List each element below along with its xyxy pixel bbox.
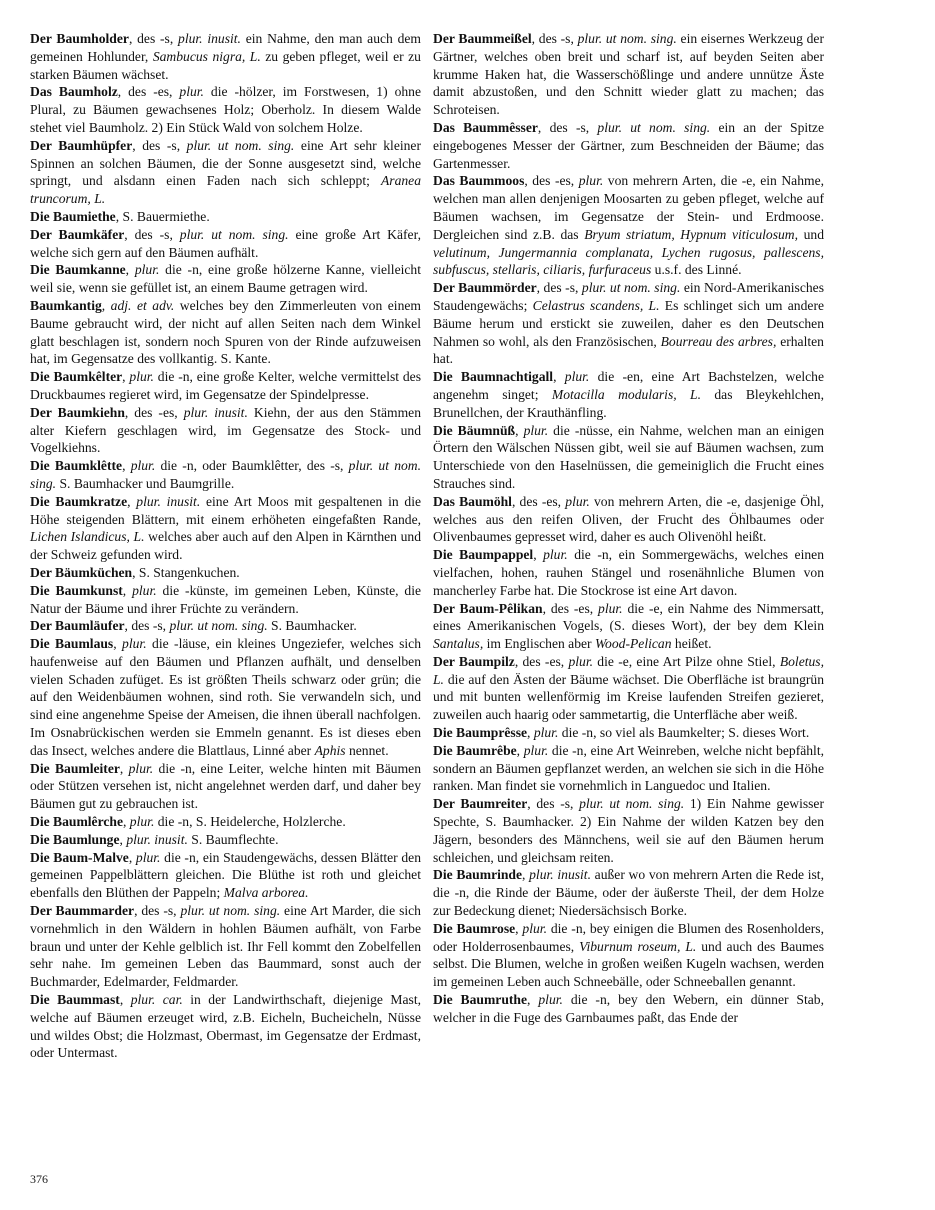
entry-italic-text: plur. <box>523 422 549 438</box>
entry-italic-text: Malva arborea. <box>223 885 309 901</box>
dictionary-entry <box>433 493 824 546</box>
entry-headword: Das Baummoos <box>433 173 525 189</box>
entry-italic-text: plur. ut nom. sing. <box>179 226 289 242</box>
entry-text: , des -es, <box>514 653 569 669</box>
entry-italic-text: Sambucus nigra, L. <box>152 48 261 64</box>
entry-text: , S. Stangenkuchen. <box>132 564 240 580</box>
dictionary-entry <box>30 617 421 635</box>
entry-text: im Englischen aber <box>483 636 595 652</box>
dictionary-entry <box>30 208 421 226</box>
entry-italic-text: Santalus, <box>433 636 484 652</box>
dictionary-entry <box>30 582 421 618</box>
dictionary-entry <box>433 546 824 599</box>
entry-text: 1) Ein Nahme gewisser Spechte, S. Baumhacker. 2) Ein Nahme der wilden Katzen bey den Jägern, besonders des Männchens, weil sie auf den Bäumen herum schleichen, und gleichsam reiten. <box>433 796 824 865</box>
entry-text: , <box>527 725 534 741</box>
entry-italic-text: Aranea truncorum, L. <box>30 173 421 207</box>
entry-text: , <box>125 262 135 278</box>
entry-text: , <box>522 867 530 883</box>
entry-italic-text: plur. ut nom. sing. <box>579 796 685 812</box>
dictionary-entry <box>30 902 421 991</box>
entry-text: ein Nord-Amerikanisches Staudengewächs; <box>433 280 824 313</box>
entry-italic-text: Viburnum roseum, L. <box>579 938 697 954</box>
entry-italic-text: plur. ut nom. sing. <box>597 119 711 135</box>
entry-text: , <box>119 831 127 847</box>
entry-italic-text: plur. <box>578 173 604 189</box>
entry-headword: Der Baumkiehn <box>30 404 125 420</box>
entry-italic-text: plur. inusit. <box>136 493 201 509</box>
entry-italic-text: plur. car. <box>130 992 183 1008</box>
entry-headword: Der Baumholder <box>30 31 129 46</box>
entry-text: , <box>119 992 131 1008</box>
entry-italic-text: plur. inusit. <box>178 31 241 46</box>
entry-text: , des -es, <box>124 404 184 420</box>
entry-headword: Der Baummarder <box>30 903 135 919</box>
entry-italic-text: plur. <box>568 653 594 669</box>
dictionary-entry <box>433 991 824 1027</box>
entry-text: , <box>113 636 123 652</box>
entry-headword: Baumkantig <box>30 297 102 313</box>
entry-text: die -n, bey einigen die Blumen des Rosenholders, oder Holderrosenbaumes, <box>433 920 825 954</box>
entry-text: außer wo von mehrern Arten die Rede ist, die -n, die Rinde der Bäume, oder der äußerste Theil, der dem Holze zur Bedeckung dienet; Niedersächsisch Borke. <box>433 867 824 919</box>
entry-text: von mehrern Arten, die -e, dasjenige Öhl, welches aus den reifen Oliven, der Frucht des Öhlbaumes oder Olivenbaumes gepresset wird, daher es auch Olivenöhl heißt. <box>433 493 825 545</box>
entry-italic-text: plur. <box>565 493 590 509</box>
entry-italic-text: plur. <box>132 582 157 598</box>
entry-headword: Die Baumpappel <box>433 547 534 563</box>
entry-italic-text: Celastrus scandens, L. <box>532 297 660 313</box>
dictionary-entry <box>30 457 421 493</box>
entry-italic-text: plur. <box>538 992 563 1008</box>
entry-headword: Die Baumrinde <box>433 867 523 883</box>
entry-text: u.s.f. des Linné. <box>651 262 742 278</box>
entry-text: zu geben pfleget, weil er zu starken Bäumen wächset. <box>30 48 421 82</box>
entry-headword: Die Baumrose <box>433 920 516 936</box>
entry-text: erhalten hat. <box>433 333 824 367</box>
dictionary-entry <box>30 493 421 564</box>
entry-text: , <box>122 458 131 474</box>
entry-italic-text: plur. <box>129 369 154 385</box>
entry-headword: Der Baumpilz <box>433 653 515 669</box>
entry-headword: Die Baumkunst <box>30 582 123 598</box>
entry-text: die -n, eine große hölzerne Kanne, vielleicht weil sie, wenn sie gefüllet ist, an einem Baume getragen wird. <box>30 262 421 296</box>
entry-text: ein Nahme, den man auch dem gemeinen Hohlunder, <box>30 31 422 64</box>
entry-italic-text: plur. ut nom. sing. <box>577 31 677 46</box>
entry-headword: Die Baum-Malve <box>30 849 129 865</box>
dictionary-entry <box>433 172 824 279</box>
dictionary-entry <box>433 119 824 172</box>
entry-text: die -n, ein Staudengewächs, dessen Blätter den gemeinen Pappelblättern gleichen. Die Blüthe ist roth und gleichet ebenfalls den Blüthen der Pappeln; <box>30 849 421 901</box>
entry-italic-text: plur. ut nom. sing. <box>169 618 268 634</box>
dictionary-entry <box>30 404 421 457</box>
entry-headword: Der Baum-Pêlikan <box>433 600 543 616</box>
entry-headword: Die Baumkanne <box>30 262 126 278</box>
entry-italic-text: velutinum, Jungermannia complanata, Lychen rugosus, pallescens, subfuscus, stellaris, ciliaris, furfuraceus <box>433 244 824 278</box>
entry-italic-text: plur. <box>522 920 547 936</box>
entry-italic-text: plur. <box>543 547 568 563</box>
entry-text: , <box>515 422 524 438</box>
dictionary-entry <box>30 760 421 813</box>
entry-headword: Die Baumkêlter <box>30 369 123 385</box>
entry-italic-text: plur. <box>523 742 549 758</box>
entry-text: und <box>798 226 825 242</box>
left-column <box>30 30 421 1062</box>
entry-italic-text: Wood-Pelican <box>594 636 672 652</box>
dictionary-entry <box>433 920 824 991</box>
entry-headword: Die Baumruthe <box>433 992 528 1008</box>
entry-text: die -n, eine große Kelter, welche vermittelst des Druckbaumes regieret wird, im Gegensatze der Spindelpresse. <box>30 369 421 402</box>
entry-text: , des -s, <box>537 119 598 135</box>
dictionary-entry <box>30 368 421 404</box>
dictionary-entry <box>30 849 421 902</box>
entry-italic-text: plur. ut nom. sing. <box>30 458 422 491</box>
dictionary-entry <box>30 30 421 83</box>
entry-text: , <box>101 297 111 313</box>
entry-text: die -e, eine Art Pilze ohne Stiel, <box>593 653 780 669</box>
entry-text: Kiehn, der aus den Stämmen alter Kiefern geschlagen wird, im Gegensatze des Stock- und Vogelkiehns. <box>30 404 421 456</box>
entry-italic-text: plur. <box>533 725 559 741</box>
entry-headword: Die Baumlêrche <box>30 814 123 830</box>
entry-text: , des -s, <box>124 618 170 634</box>
entry-italic-text: plur. <box>128 760 154 776</box>
entry-italic-text: plur. <box>598 600 623 616</box>
entry-text: , <box>119 760 129 776</box>
entry-text: , des -s, <box>132 137 187 153</box>
entry-text: die -en, eine Art Bachstelzen, welche angenehm singet; <box>433 369 824 402</box>
entry-text: die -n, oder Baumklêtter, des -s, <box>155 458 349 474</box>
entry-text: , <box>533 547 544 563</box>
entry-headword: Die Baumrêbe <box>433 742 517 758</box>
entry-text: die -n, ein Sommergewächs, welches einen vielfachen, hohen, rauhen Stängel und rosenähnliche Blumen von mancherley Farbe hat. Die Stockrose ist eine Art davon. <box>433 547 824 598</box>
entry-headword: Die Baumiethe <box>30 208 116 224</box>
entry-italic-text: Bourreau des arbres, <box>660 333 777 349</box>
entry-italic-text: plur. <box>129 814 155 830</box>
entry-headword: Die Baumnachtigall <box>433 369 554 385</box>
entry-headword: Der Baummeißel <box>433 31 532 46</box>
dictionary-entry <box>433 742 824 795</box>
entry-headword: Die Bäumnüß <box>433 422 516 438</box>
entry-text: , des -s, <box>128 31 179 46</box>
entry-headword: Die Baumleiter <box>30 760 120 776</box>
entry-italic-text: Motacilla modularis, L. <box>551 386 701 402</box>
dictionary-entry <box>30 83 421 136</box>
dictionary-entry <box>433 422 824 493</box>
entry-text: von mehrern Arten, die -e, ein Nahme, welchen man allen denjenigen Moosarten zu geben pfleget, welche auf Bäumen wachsen, im Gegensatze der Stein- und Erdmoose. Dergleichen sind z.B. das <box>433 173 824 242</box>
entry-text: S. Baumflechte. <box>187 831 279 847</box>
dictionary-entry <box>433 368 824 421</box>
entry-text: , <box>128 849 136 865</box>
entry-text: , des -s, <box>531 31 578 46</box>
right-column <box>433 30 824 1062</box>
entry-italic-text: plur. inusit. <box>529 867 591 883</box>
entry-italic-text: plur. inusit. <box>126 831 188 847</box>
entry-text: , des -s, <box>527 796 580 812</box>
entry-italic-text: plur. ut nom. sing. <box>180 903 281 919</box>
entry-headword: Die Baumklêtte <box>30 458 123 474</box>
entry-text: eine Art Moos mit gespaltenen in die Höhe steigenden Blättern, mit einem erhöheten eingefaßten Rande, <box>30 493 422 527</box>
entry-headword: Der Baumläufer <box>30 618 125 634</box>
entry-text: nennet. <box>345 742 389 758</box>
entry-text: die -hölzer, im Forstwesen, 1) ohne Plural, zu Bäumen gewachsenes Holz; Oberholz. In diesem Walde stehet viel Baumholz. 2) Ein Stück Wald von solchem Holze. <box>30 84 422 135</box>
dictionary-entry <box>30 137 421 208</box>
entry-text: die -n, bey den Webern, ein dünner Stab, welcher in die Fuge des Garnbaumes paßt, das Ende der <box>433 992 824 1025</box>
entry-text: , <box>122 369 130 385</box>
dictionary-entry <box>30 226 421 262</box>
entry-italic-text: plur. <box>564 369 590 385</box>
page-number: 376 <box>30 1172 48 1186</box>
entry-text: , <box>122 582 133 598</box>
entry-text: , des -es, <box>524 173 579 189</box>
entry-text: die -n, eine Art Weinreben, welche nicht bepfählt, sondern an Bäumen gepflanzet werden, an welchen sie sich in die Höhe ranken. Man findet sie vornehmlich in Languedoc und Italien. <box>433 742 825 794</box>
dictionary-entry <box>30 261 421 297</box>
entry-italic-text: adj. et adv. <box>110 297 175 313</box>
dictionary-entry <box>433 279 824 368</box>
entry-text: Es schlinget sich um andere Bäume herum und erstickt sie zuweilen, daher es den Deutschen Nahmen so wohl, als den Französischen, <box>433 297 824 349</box>
entry-headword: Das Baumholz <box>30 84 118 100</box>
entry-headword: Der Baummörder <box>433 280 537 296</box>
entry-italic-text: Boletus, L. <box>433 653 824 687</box>
entry-headword: Das Baummêsser <box>433 119 538 135</box>
dictionary-entry <box>30 635 421 760</box>
entry-italic-text: Lichen Islandicus, L. <box>30 529 145 545</box>
entry-text: eine große Art Käfer, welche sich gern auf den Bäumen aufhält. <box>30 226 421 260</box>
entry-text: welches bey den Zimmerleuten von einem Baume gebraucht wird, der nicht auf allen Seiten nach dem Winkel glatt beschlagen ist, sondern noch Spuren von der Rinde aufzuweisen hat, im Gegensatze des vollkantig. S. Kante. <box>30 297 421 367</box>
entry-italic-text: plur. <box>179 84 204 100</box>
entry-text: eine Art Marder, die sich vornehmlich in den Wäldern in hohlen Bäumen aufhält, von Farbe braun und unter der Kehle gelblich ist. Ihr Fell kommt den Zobelfellen sehr nahe. Im gemeinen Leben das Baummard, sonst auch der Buchmarder, Edelmarder, Feldmarder. <box>30 903 421 990</box>
entry-text: die -n, eine Leiter, welche hinten mit Bäumen oder Stützen versehen ist, nicht angelehnet werden darf, und daher bey Bäumen gut zu gebrauchen ist. <box>30 760 421 812</box>
dictionary-entry <box>433 724 824 742</box>
entry-text: die -n, so viel als Baumkelter; S. dieses Wort. <box>558 725 810 741</box>
entry-text: die -nüsse, ein Nahme, welchen man an einigen Örtern den Wälschen Nüssen gibt, weil sie auf Bäumen wachsen, zum Unterschiede von den Haselnüssen, die gemeiniglich die Frucht eines Strauches sind. <box>433 422 824 491</box>
entry-text: heißet. <box>671 636 712 652</box>
entry-text: , des -es, <box>117 84 180 100</box>
dictionary-entry <box>433 30 824 119</box>
dictionary-entry <box>433 600 824 653</box>
entry-text: ein an der Spitze eingebogenes Messer der Gärtner, zum Beschneiden der Bäume; das Gartenmesser. <box>433 119 824 171</box>
entry-text: , des -es, <box>542 600 599 616</box>
dictionary-page <box>30 30 825 1062</box>
dictionary-entry <box>433 653 824 724</box>
entry-italic-text: plur. ut nom. sing. <box>186 137 295 153</box>
dictionary-entry <box>433 795 824 866</box>
dictionary-entry <box>30 991 421 1062</box>
entry-text: , <box>127 493 137 509</box>
entry-text: , des -es, <box>511 493 566 509</box>
entry-italic-text: plur. <box>130 458 156 474</box>
dictionary-entry <box>30 831 421 849</box>
entry-headword: Der Bäumküchen <box>30 564 133 580</box>
entry-italic-text: plur. <box>134 262 160 278</box>
entry-headword: Der Baumkäfer <box>30 226 125 242</box>
entry-text: eine Art sehr kleiner Spinnen an solchen Bäumen, die der Sonne ausgesetzt sind, welche springt, und alsdann einen Faden nach sich schleppt; <box>30 137 421 189</box>
entry-text: die auf den Ästen der Bäume wächset. Die Oberfläche ist braungrün und mit bunten wellenförmig im Kreise laufenden Streifen gezieret, zuweilen auch haarig oder sammetartig, die Unterfläche aber weiß. <box>433 671 824 723</box>
entry-text: und auch des Baumes selbst. Die Blumen, welche in großen weißen Kugeln wachsen, werden im gemeinen Leben auch Schneebälle, oder Schneeballen genannt. <box>433 938 824 990</box>
entry-text: die -e, ein Nahme des Nimmersatt, eines Amerikanischen Vogels, (S. dieses Wort), der bey dem Klein <box>433 600 824 634</box>
entry-text: , des -s, <box>124 226 180 242</box>
dictionary-entry <box>30 297 421 368</box>
entry-text: , <box>516 742 524 758</box>
dictionary-entry <box>30 564 421 582</box>
entry-headword: Die Baumlaus <box>30 636 114 652</box>
entry-italic-text: plur. <box>122 636 147 652</box>
entry-headword: Die Baumprêsse <box>433 725 528 741</box>
dictionary-entry <box>30 813 421 831</box>
entry-text: , <box>527 992 539 1008</box>
entry-text: S. Baumhacker und Baumgrille. <box>56 475 235 491</box>
entry-text: welches aber auch auf den Alpen in Kärnthen und der Schweiz gefunden wird. <box>30 529 421 563</box>
entry-text: , des -s, <box>536 280 582 296</box>
entry-headword: Der Baumhüpfer <box>30 137 133 153</box>
entry-text: die -künste, im gemeinen Leben, Künste, die Natur der Bäume und ihrer Früchte zu verändern. <box>30 582 422 616</box>
entry-italic-text: Aphis <box>314 742 346 758</box>
entry-text: , <box>515 920 523 936</box>
entry-text: die -läuse, ein kleines Ungeziefer, welches sich haufenweise auf den Bäumen und Pflanzen aufhält, und denselben vielen Schaden zufüget. Es ist größten Theils schwarz oder grün; die auf den Weidenbäumen wohnen, sind roth. Sie verwandeln sich, und sind eine angenehme Speise der Ameisen, die ihnen überall nachfolgen. Im Osnabrückischen werden sie Emmeln genannt. Es ist dieses eben das Insect, welches andere die Blattlaus, Linné aber <box>30 636 422 758</box>
entry-text: die -n, S. Heidelerche, Holzlerche. <box>154 814 346 830</box>
entry-headword: Das Baumöhl <box>433 493 512 509</box>
entry-text: , <box>553 369 565 385</box>
entry-text: ein eisernes Werkzeug der Gärtner, welches oben breit und scharf ist, auf beyden Seiten aber krumme Haken hat, die Wasserschößlinge und andere unnütze Äste damit abzustoßen, und den Schnitt wieder glatt zu machen; das Schroteisen. <box>433 31 824 118</box>
entry-italic-text: plur. inusit. <box>183 404 248 420</box>
entry-headword: Die Baumlunge <box>30 831 120 847</box>
entry-text: , des -s, <box>134 903 181 919</box>
entry-italic-text: plur. <box>135 849 161 865</box>
dictionary-entry <box>433 866 824 919</box>
entry-text: in der Landwirthschaft, diejenige Mast, welche auf Bäumen erzeuget wird, z.B. Eicheln, Bucheicheln, Nüsse und wildes Obst; die Holzmast, Obermast, im Gegensatze der Erdmast, oder Untermast. <box>30 992 422 1061</box>
entry-italic-text: Bryum striatum, Hypnum viticulosum, <box>584 226 799 242</box>
entry-headword: Die Baumkratze <box>30 493 128 509</box>
entry-text: , <box>123 814 130 830</box>
entry-text: das Bleykehlchen, Brunellchen, der Krauthänfling. <box>433 386 824 420</box>
entry-headword: Die Baummast <box>30 992 120 1008</box>
entry-italic-text: plur. ut nom. sing. <box>581 280 681 296</box>
entry-headword: Der Baumreiter <box>433 796 528 812</box>
entry-text: S. Baumhacker. <box>267 618 357 634</box>
entry-text: , S. Bauermiethe. <box>115 208 210 224</box>
